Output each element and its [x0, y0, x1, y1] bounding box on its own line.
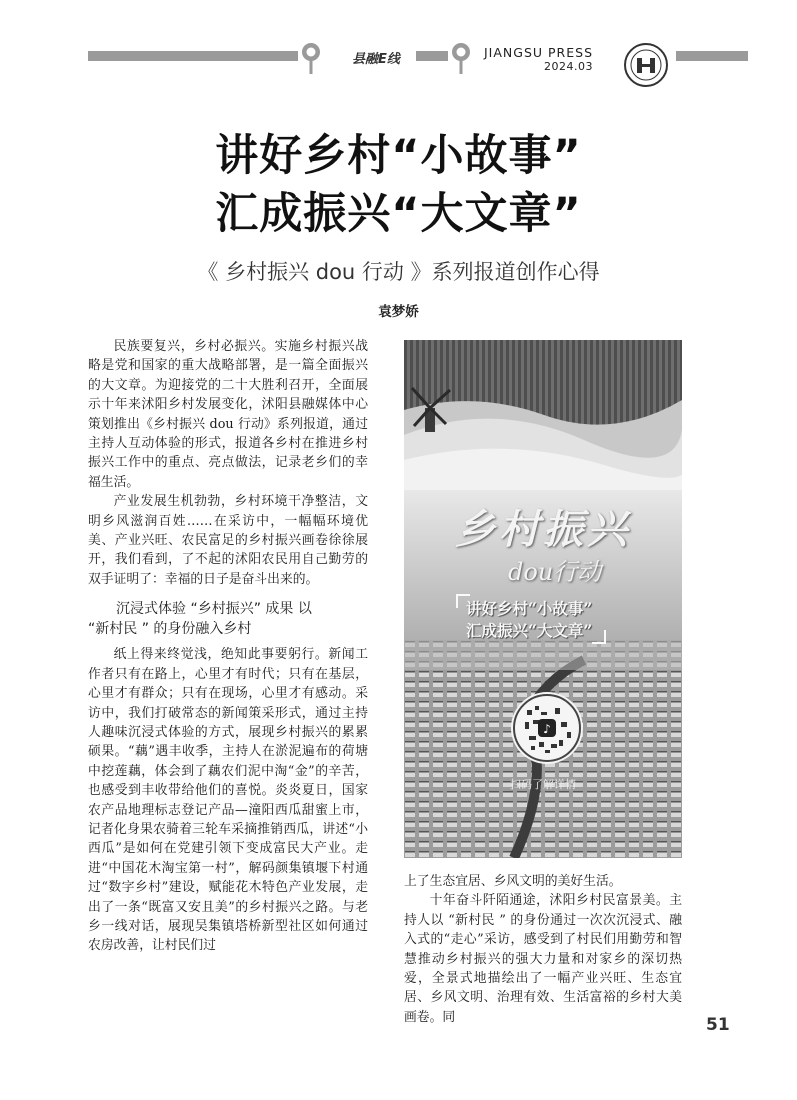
body-column-left — [88, 337, 368, 956]
press-logo-icon — [623, 42, 669, 88]
article-subtitle: 《 乡村振兴 dou 行动 》系列报道创作心得 — [197, 260, 600, 284]
section-heading — [88, 599, 368, 639]
poster-scan-hint: 扫码了解详情 — [510, 778, 576, 791]
paragraph: 十年奋斗阡陌通途，沭阳乡村民富景美。主持人以 “新村民 ” 的身份通过一次次沉浸式、融入式的“走心”采访，感受到了村民们用勤劳和智慧推动乡村振兴的强大力量和对家乡的深切热爱，全景式地描绘出了一幅产业兴旺、生态宜居、乡风文明、治理有效、生活富裕的乡村大美画卷。同 — [404, 893, 682, 1025]
svg-text:♪: ♪ — [543, 722, 551, 736]
body-column-right — [404, 872, 682, 1027]
bracket-open-icon — [456, 594, 470, 608]
qr-code[interactable] — [511, 692, 583, 764]
header-rule-left — [88, 51, 298, 61]
article-title-line1: 讲好乡村“小故事” — [215, 131, 582, 181]
press-name: JIANGSU PRESS — [484, 45, 594, 60]
bracket-close-icon — [592, 630, 606, 644]
press-masthead — [484, 46, 593, 74]
map-pin-icon — [298, 40, 324, 76]
section-label: 县融E线 — [352, 52, 400, 67]
issue-number: 2024.03 — [544, 60, 594, 73]
article-author: 袁梦娇 — [378, 304, 419, 320]
paragraph-continuation: 上了生态宜居、乡风文明的美好生活。 — [404, 874, 622, 889]
poster-slogan-line2: 汇成振兴“大文章” — [466, 621, 593, 640]
poster-subtitle: dou行动 — [508, 558, 602, 586]
map-pin-icon — [448, 40, 474, 76]
poster-image — [404, 340, 682, 858]
section-heading-line1: 沉浸式体验 “乡村振兴” 成果 以 — [116, 601, 312, 618]
paragraph: 纸上得来终觉浅，绝知此事要躬行。新闻工作者只有在路上，心里才有时代；只有在基层，心里才有群众；只有在现场，心里才有感动。采访中，我们打破常态的新闻策采形式，通过主持人趣味沉浸式体验的方式，展现乡村振兴的累累硕果。“藕”遇丰收季，主持人在淤泥遍布的荷塘中挖莲藕，体会到了藕农们泥中淘“金”的辛苦，也感受到丰收带给他们的喜悦。炎炎夏日，国家农产品地理标志登记产品—潼阳西瓜甜蜜上市，记者化身果农骑着三轮车采摘推销西瓜，讲述“小西瓜”是如何在党建引领下变成富民大产业。走进“中国花木淘宝第一村”，解码颜集镇堰下村通过“数字乡村”建设，赋能花木特色产业发展，走出了一条“既富又安且美”的乡村振兴之路。与老乡一线对话，展现吴集镇塔桥新型社区如何通过农房改善，让村民们过 — [88, 647, 368, 954]
page-number: 51 — [706, 1015, 730, 1035]
qr-code-icon — [511, 692, 583, 764]
poster-slogan — [466, 598, 592, 642]
section-heading-line2: “新村民 ” 的身份融入乡村 — [88, 621, 252, 638]
header-rule-right — [676, 51, 748, 61]
poster-title: 乡村振兴 — [455, 506, 631, 553]
poster-slogan-line1: 讲好乡村“小故事” — [466, 599, 593, 618]
paragraph: 民族要复兴，乡村必振兴。实施乡村振兴战略是党和国家的重大战略部署，是一篇全面振兴的大文章。为迎接党的二十大胜利召开，全面展示十年来沭阳乡村发展变化，沭阳县融媒体中心策划推出《乡村振兴 dou 行动》系列报道，通过主持人互动体验的形式，报道各乡村在推进乡村振兴工作中的重点、亮点做法，记录老乡们的幸福生活。 — [88, 339, 368, 490]
paragraph: 产业发展生机勃勃，乡村环境干净整洁，文明乡风滋润百姓……在采访中，一幅幅环境优美、产业兴旺、农民富足的乡村振兴画卷徐徐展开，我们看到，了不起的沭阳农民用自己勤劳的双手证明了：幸福的日子是奋斗出来的。 — [88, 494, 368, 587]
header-rule-mid — [416, 51, 448, 61]
article-title-line2: 汇成振兴“大文章” — [215, 189, 582, 239]
